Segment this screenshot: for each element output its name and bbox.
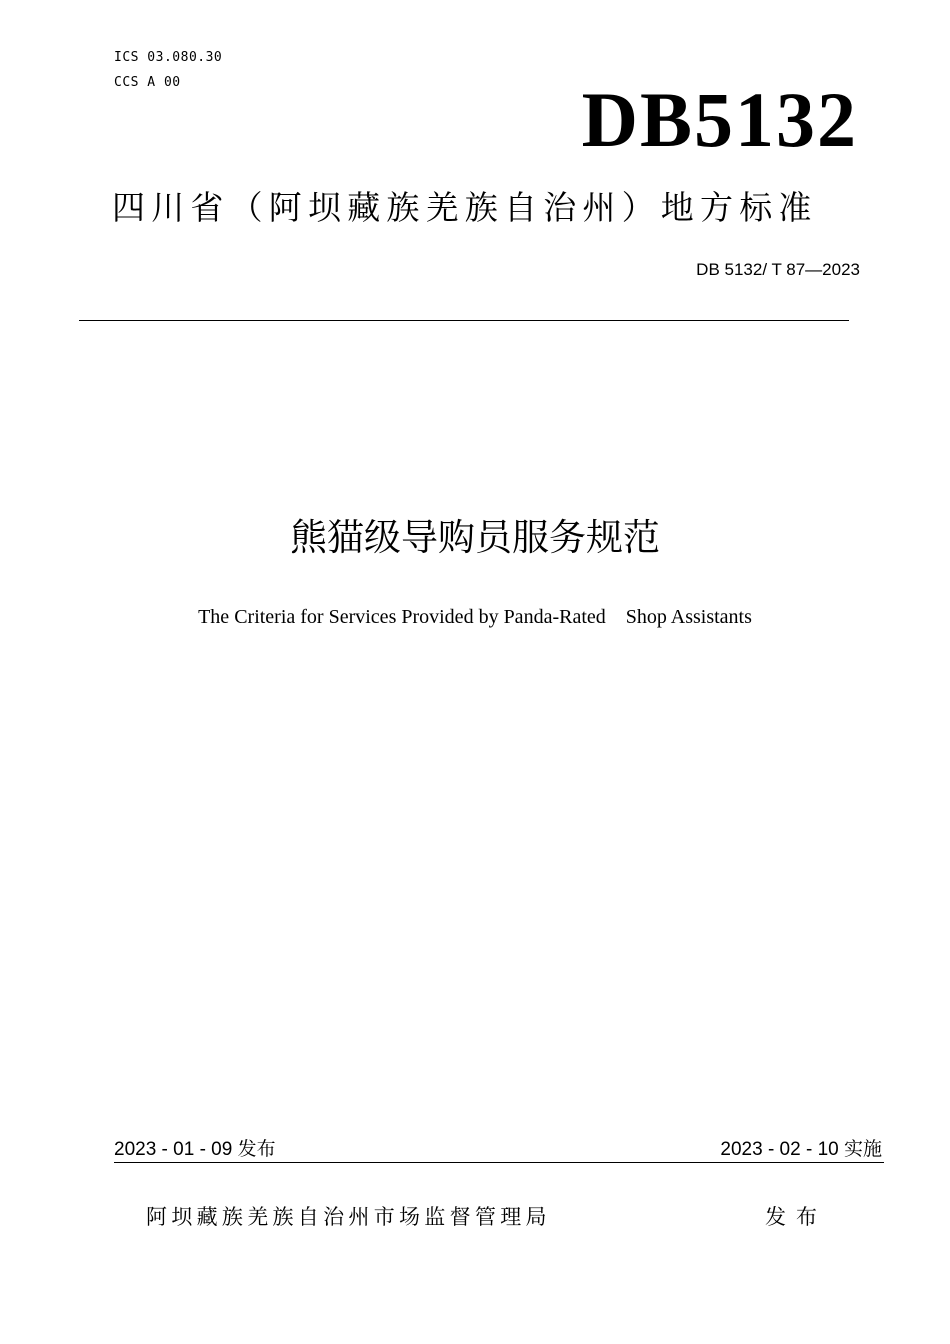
db-code-heading: DB5132 <box>581 76 858 163</box>
document-title-english: The Criteria for Services Provided by Panda-Rated Shop Assistants <box>198 606 752 628</box>
publish-label: 发布 <box>765 1205 827 1229</box>
standard-authority: 四川省（阿坝藏族羌族自治州）地方标准 <box>112 188 818 227</box>
implementation-date: 2023 - 02 - 10 实施 <box>720 1139 882 1160</box>
standard-number: DB 5132/ T 87—2023 <box>696 260 860 279</box>
top-divider <box>79 320 849 321</box>
ics-code: ICS 03.080.30 <box>114 50 223 65</box>
ccs-code: CCS A 00 <box>114 75 181 90</box>
issuing-authority: 阿坝藏族羌族自治州市场监督管理局 <box>146 1205 551 1229</box>
document-title-chinese: 熊猫级导购员服务规范 <box>290 516 660 559</box>
issue-date: 2023 - 01 - 09 发布 <box>114 1139 276 1160</box>
bottom-divider <box>114 1162 884 1163</box>
